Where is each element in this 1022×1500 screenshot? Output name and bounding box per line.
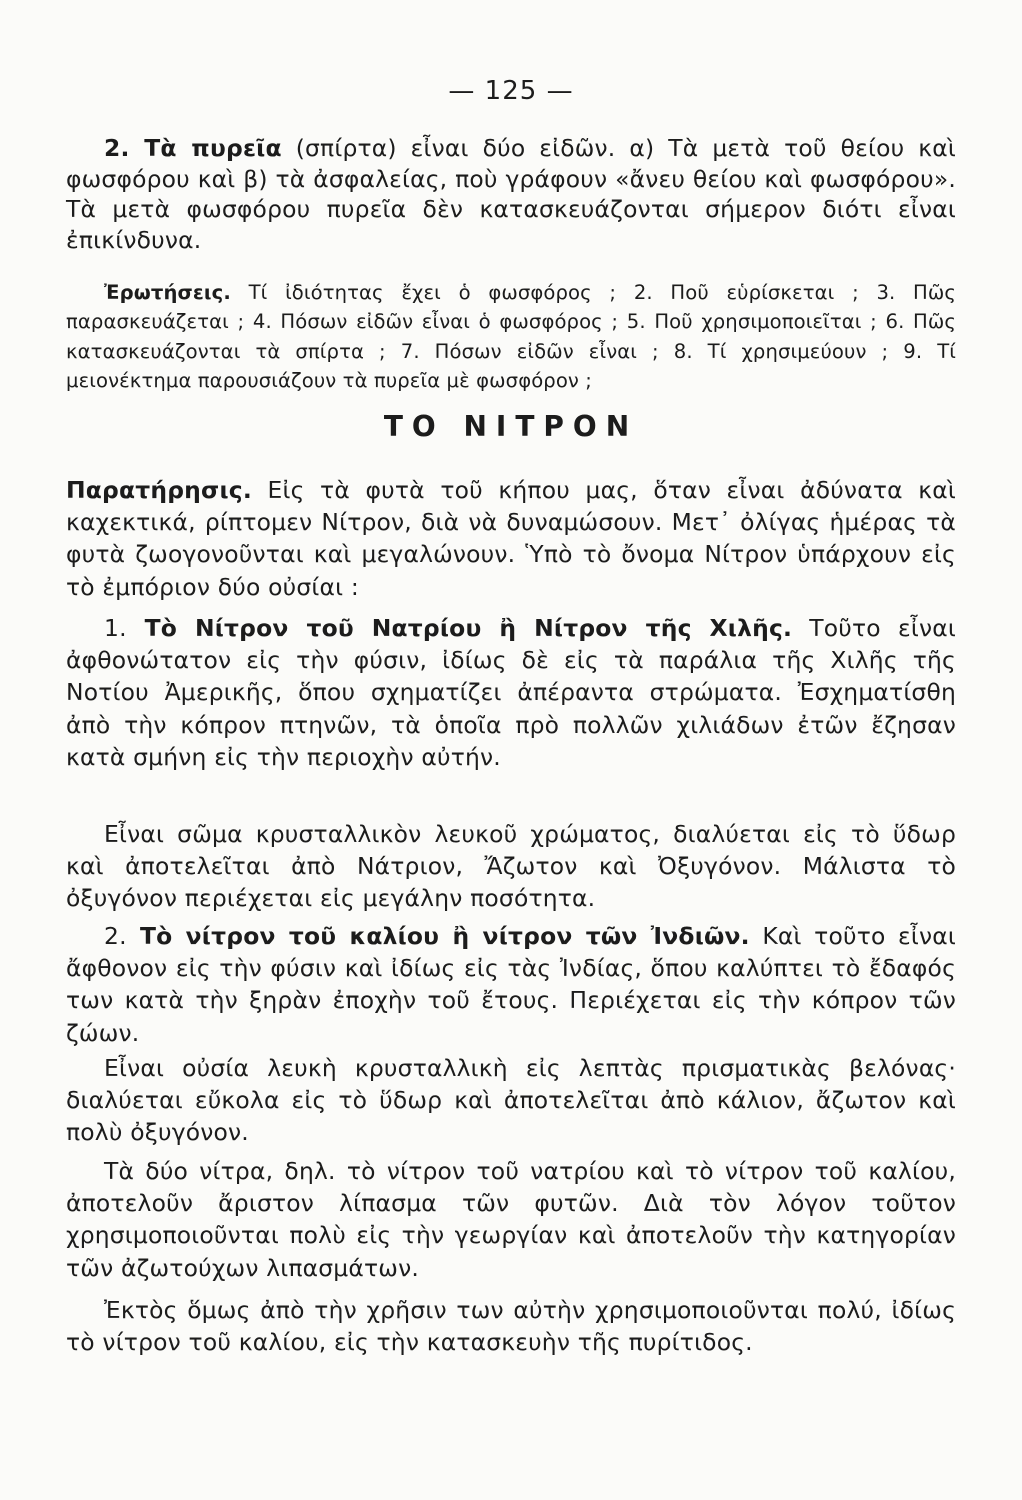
paragraph-text: Εἰς τὰ φυτὰ τοῦ κήπου μας, ὅταν εἶναι ἀδύνατα καὶ καχεκτικά, ρίπτομεν Νίτρον, διὰ νὰ δυναμώσουν. Μετ᾽ ὀλίγας ἡμέρας τὰ φυτὰ ζωογονοῦνται καὶ μεγαλώνουν. Ὑπὸ τὸ ὄνομα Νίτρον ὑπάρχουν εἰς τὸ ἐμπόριον δύο οὐσίαι : [66, 476, 956, 601]
paragraph-label: Παρατήρησις. [66, 476, 252, 504]
section-heading: ΤΟ ΝΙΤΡΟΝ [383, 410, 639, 443]
paragraph-matches [66, 133, 956, 255]
paragraph-text: Τοῦτο εἶναι ἀφθονώτατον εἰς τὴν φύσιν, ἰδίως δὲ εἰς τὰ παράλια τῆς Χιλῆς τῆς Νοτίου Ἀμερικῆς, ὅπου σχηματίζει ἀπέραντα στρώματα. Ἐσχηματίσθη ἀπὸ τὴν κόπρον πτηνῶν, τὰ ὁποῖα πρὸ πολλῶν χιλιάδων ἐτῶν ἔζησαν κατὰ σμήνη εἰς τὴν περιοχὴν αὐτήν. [66, 614, 956, 771]
paragraph-sodium-nitrate [66, 612, 956, 773]
paragraph-sodium-properties: Εἶναι σῶμα κρυσταλλικὸν λευκοῦ χρώματος, διαλύεται εἰς τὸ ὕδωρ καὶ ἀποτελεῖται ἀπὸ Νάτριον, Ἄζωτον καὶ Ὀξυγόνον. Μάλιστα τὸ ὀξυγόνον περιέχεται εἰς μεγάλην ποσότητα. [66, 820, 956, 913]
paragraph-both-nitrates: Τὰ δύο νίτρα, δηλ. τὸ νίτρον τοῦ νατρίου καὶ τὸ νίτρον τοῦ καλίου, ἀποτελοῦν ἄριστον λίπασμα τῶν φυτῶν. Διὰ τὸν λόγον τοῦτον χρησιμοποιοῦνται πολὺ εἰς τὴν γεωργίαν καὶ ἀποτελοῦν τὴν κατηγορίαν τῶν ἀζωτούχων λιπασμάτων. [66, 1157, 956, 1282]
item-number: 1. [104, 614, 127, 642]
paragraph-label: Τὸ Νίτρον τοῦ Νατρίου ἢ Νίτρον τῆς Χιλῆς. [126, 614, 793, 642]
questions-paragraph [66, 278, 956, 396]
item-number: 2. [104, 922, 127, 950]
questions-text: Τί ἰδιότητας ἔχει ὁ φωσφόρος ; 2. Ποῦ εὑρίσκεται ; 3. Πῶς παρασκευάζεται ; 4. Πόσων εἰδῶν εἶναι ὁ φωσφόρος ; 5. Ποῦ χρησιμοποιεῖται ; 6. Πῶς κατασκευάζονται τὰ σπίρτα ; 7. Πόσων εἰδῶν εἶναι ; 8. Τί χρησιμεύουν ; 9. Τί μειονέκτημα παρουσιάζουν τὰ πυρεῖα μὲ φωσφόρον ; [66, 281, 956, 393]
paragraph-text: Καὶ τοῦτο εἶναι ἄφθονον εἰς τὴν φύσιν καὶ ἰδίως εἰς τὰς Ἰνδίας, ὅπου καλύπτει τὸ ἔδαφός των κατὰ τὴν ξηρὰν ἐποχὴν τοῦ ἔτους. Περιέχεται εἰς τὴν κόπρον τῶν ζώων. [66, 922, 956, 1047]
paragraph-potassium-properties: Εἶναι οὐσία λευκὴ κρυσταλλικὴ εἰς λεπτὰς πρισματικὰς βελόνας· διαλύεται εὔκολα εἰς τὸ ὕδωρ καὶ ἀποτελεῖται ἀπὸ κάλιον, ἄζωτον καὶ πολὺ ὀξυγόνον. [66, 1054, 956, 1147]
page-number: — 125 — [448, 76, 574, 106]
paragraph-gunpowder: Ἐκτὸς ὅμως ἀπὸ τὴν χρῆσιν των αὐτὴν χρησιμοποιοῦνται πολύ, ἰδίως τὸ νίτρον τοῦ καλίου, εἰς τὴν κατασκευὴν τῆς πυρίτιδος. [66, 1296, 956, 1357]
paragraph-potassium-nitrate [66, 920, 956, 1049]
paragraph-text: (σπίρτα) εἶναι δύο εἰδῶν. α) Τὰ μετὰ τοῦ θείου καὶ φωσφόρου καὶ β) τὰ ἀσφαλείας, ποὺ γράφουν «ἄνευ θείου καὶ φωσφόρου». Τὰ μετὰ φωσφόρου πυρεῖα δὲν κατασκευάζονται σήμερον διότι εἶναι ἐπικίνδυνα. [66, 134, 956, 254]
questions-label: Ἐρωτήσεις. [104, 281, 231, 304]
paragraph-label: 2. Τὰ πυρεῖα [104, 134, 282, 162]
paragraph-observation [66, 474, 956, 603]
paragraph-label: Τὸ νίτρον τοῦ καλίου ἢ νίτρον τῶν Ἰνδιῶν. [126, 922, 750, 950]
